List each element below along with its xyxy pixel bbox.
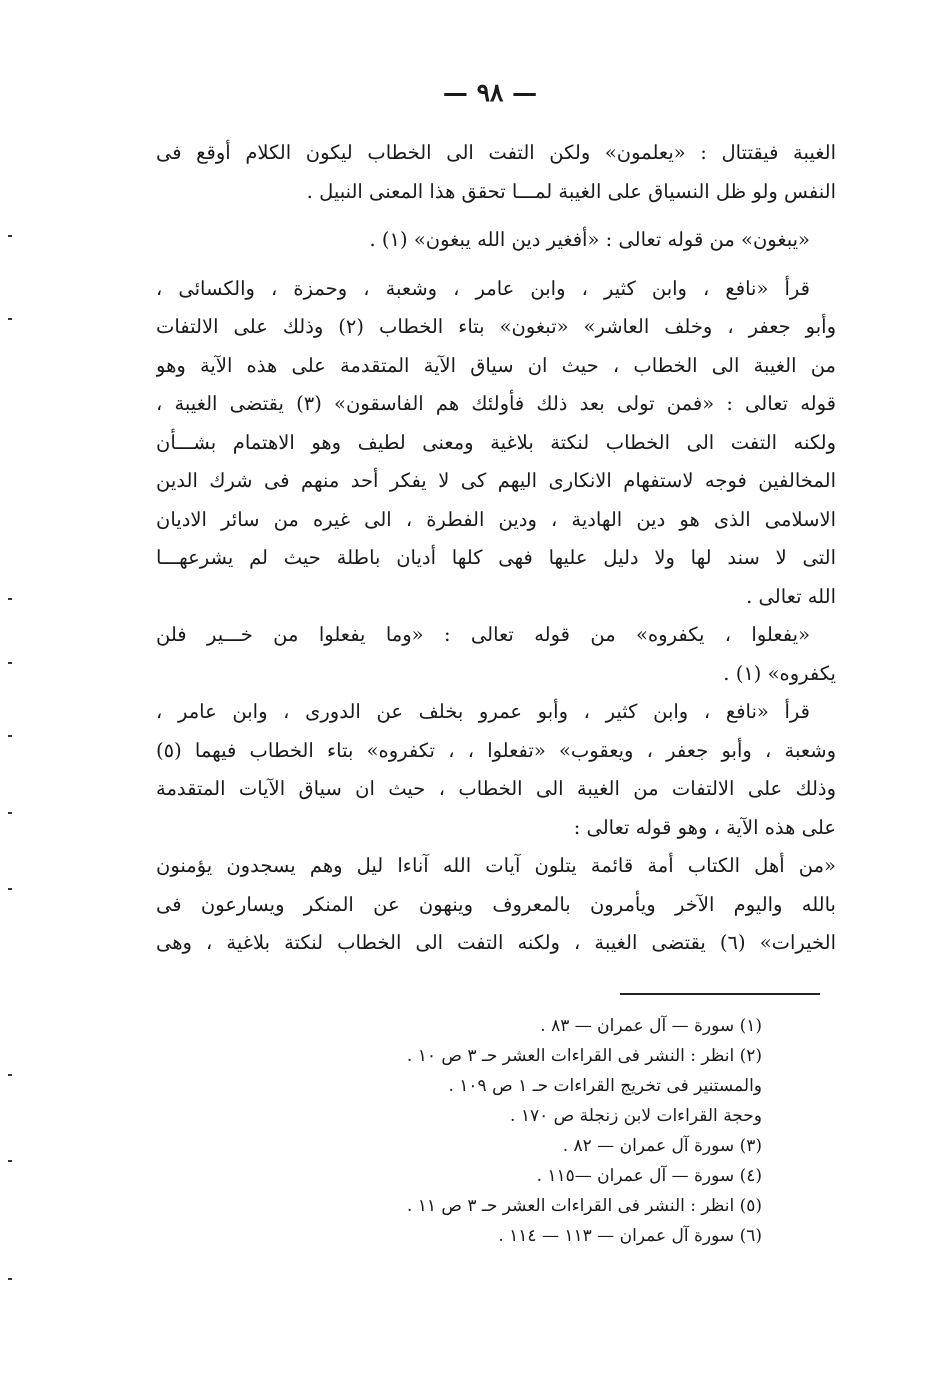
body-line: «يفعلوا ، يكفروه» من قوله تعالى : «وما يفعلوا من خـــير فلن [156, 623, 810, 646]
footnote: (١) سورة — آل عمران — ٨٣ . [540, 1016, 762, 1036]
body-line: «يبغون» من قوله تعالى : «أفغير دين الله يبغون» (١) . [369, 228, 810, 251]
scan-speck [8, 888, 12, 890]
footnote: (٣) سورة آل عمران — ٨٢ . [562, 1136, 762, 1156]
body-line: الاسلامى الذى هو دين الهادية ، ودين الفطرة ، الى غيره من سائر الاديان [156, 507, 836, 531]
footnote-continuation: والمستنير فى تخريج القراءات حـ ١ ص ١٠٩ . [448, 1076, 762, 1096]
scan-speck [8, 662, 12, 664]
body-line: وذلك على الالتفات من الغيبة الى الخطاب ، حيث ان سياق الآيات المتقدمة [156, 777, 836, 800]
footnote: (٦) سورة آل عمران — ١١٣ — ١١٤ . [498, 1226, 762, 1246]
body-line: الله تعالى . [746, 584, 836, 608]
scan-speck [8, 1160, 12, 1162]
footnote-continuation: وحجة القراءات لابن زنجلة ص ١٧٠ . [510, 1106, 762, 1126]
body-line: الغيبة فيقتتال : «يعلمون» ولكن التفت الى الخطاب ليكون الكلام أوقع فى [156, 141, 836, 164]
scan-speck [8, 812, 12, 814]
body-line: الخيرات» (٦) يقتضى الغيبة ، ولكنه التفت الى الخطاب لنكتة بلاغية ، وهى [156, 931, 836, 954]
body-line: يكفروه» (١) . [723, 661, 836, 685]
page-number: — ٩٨ — [442, 78, 538, 107]
scan-speck [8, 318, 12, 320]
body-text [156, 134, 836, 963]
body-line: على هذه الآية ، وهو قوله تعالى : [573, 815, 836, 839]
body-line: التى لا سند لها ولا دليل عليها فهى كلها أديان باطلة حيث لم يشرعهـــا [156, 546, 836, 569]
footnote: (٤) سورة — آل عمران —١١٥ . [536, 1166, 762, 1186]
scan-speck [8, 598, 12, 600]
footnotes [242, 1011, 762, 1251]
scan-speck [8, 235, 12, 237]
body-line: وشعبة ، وأبو جعفر ، ويعقوب» «تفعلوا ، ، تكفروه» بتاء الخطاب فيهما (٥) [156, 738, 836, 762]
body-line: قرأ «نافع ، وابن كثير ، وابن عامر ، وشعبة ، وحمزة ، والكسائى ، [156, 276, 810, 300]
footnote-separator [620, 993, 820, 995]
body-line: من الغيبة الى الخطاب ، حيث ان سياق الآية المتقدمة على هذه الآية وهو [156, 353, 836, 377]
body-line: بالله واليوم الآخر ويأمرون بالمعروف وينهون عن المنكر ويسارعون فى [156, 892, 836, 916]
body-line: وأبو جعفر ، وخلف العاشر» «تبغون» بتاء الخطاب (٢) وذلك على الالتفات [156, 315, 836, 338]
body-line: ولكنه التفت الى الخطاب لنكتة بلاغية ومعنى لطيف وهو الاهتمام بشـــأن [156, 430, 836, 454]
footnote: (٢) انظر : النشر فى القراءات العشر حـ ٣ ص ١٠ . [406, 1046, 762, 1066]
body-line: «من أهل الكتاب أمة قائمة يتلون آيات الله آناءا ليل وهم يسجدون يؤمنون [156, 854, 836, 877]
footnote: (٥) انظر : النشر فى القراءات العشر حـ ٣ ص ١١ . [406, 1196, 762, 1216]
scan-speck [8, 735, 12, 737]
body-line: النفس ولو ظل النسياق على الغيبة لمـــا تحقق هذا المعنى النبيل . [306, 179, 836, 203]
paragraph-gap [156, 260, 836, 270]
paragraph-gap [156, 211, 836, 221]
body-line: قرأ «نافع ، وابن كثير ، وأبو عمرو بخلف عن الدورى ، وابن عامر ، [156, 700, 810, 723]
scan-speck [8, 1278, 12, 1280]
scan-speck [8, 1074, 12, 1076]
body-line: المخالفين فوجه لاستفهام الانكارى اليهم كى لا يفكر أحد منهم فى شرك الدين [156, 469, 836, 492]
body-line: قوله تعالى : «فمن تولى بعد ذلك فأولئك هم الفاسقون» (٣) يقتضى الغيبة ، [156, 392, 836, 415]
